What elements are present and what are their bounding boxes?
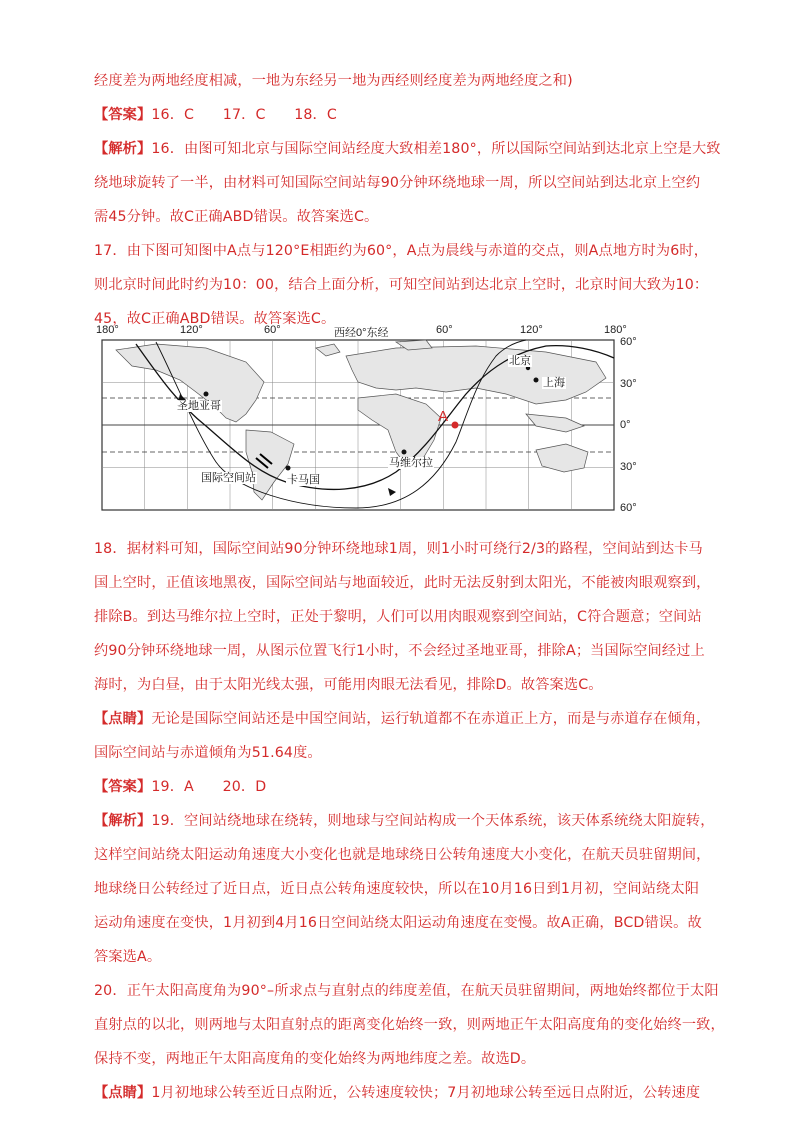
text-line: 直射点的以北，则两地与太阳直射点的距离变化始终一致，则两地正午太阳高度角的变化始终一致， xyxy=(94,1017,725,1033)
tip-label: 【点睛】 xyxy=(94,711,152,727)
axis-tick-top: 120° xyxy=(180,324,203,336)
tip-line xyxy=(94,1076,718,1110)
text-line: 海时，为白昼，由于太阳光线太强，可能用肉眼无法看见，排除D。故答案选C。 xyxy=(94,677,603,693)
analysis-line xyxy=(94,132,721,166)
point-a-label: A xyxy=(438,408,449,425)
place-label-santiago: 圣地亚哥 xyxy=(177,399,221,412)
text-line: 需45分钟。故C正确ABD错误。故答案选C。 xyxy=(94,209,379,225)
axis-tick-top: 180° xyxy=(96,324,119,336)
tip-text: 1月初地球公转至近日点附近，公转速度较快；7月初地球公转至远日点附近，公转速度 xyxy=(151,1085,701,1101)
text-line: 18．据材料可知，国际空间站90分钟环绕地球1周，则1小时可绕行2/3的路程，空间站到达卡马 xyxy=(94,541,703,557)
world-map-figure xyxy=(96,322,656,518)
analysis-text: 19．空间站绕地球在绕转，则地球与空间站构成一个天体系统，该天体系统绕太阳旋转， xyxy=(151,813,715,829)
tip-label: 【点睛】 xyxy=(94,1085,152,1101)
axis-tick-right: 30° xyxy=(620,378,637,390)
axis-tick-top: 60° xyxy=(436,324,453,336)
answer-line xyxy=(94,98,718,132)
axis-tick-top: 西经0°东经 xyxy=(334,327,389,339)
text-line: 经度差为两地经度相减，一地为东经另一地为西经则经度差为两地经度之和) xyxy=(94,73,573,89)
tip-text: 无论是国际空间站还是中国空间站，运行轨道都不在赤道正上方，而是与赤道存在倾角， xyxy=(151,711,711,727)
map-graphic xyxy=(96,322,656,518)
analysis-label: 【解析】 xyxy=(94,141,152,157)
text-line: 国际空间站与赤道倾角为51.64度。 xyxy=(94,745,322,761)
place-label-iss: 国际空间站 xyxy=(201,471,256,484)
answer-label: 【答案】 xyxy=(94,107,152,123)
text-line: 这样空间站绕太阳运动角速度大小变化也就是地球绕日公转角速度大小变化，在航天员驻留期间， xyxy=(94,847,711,863)
answer-text: 19．A 20．D xyxy=(151,779,267,795)
answer-label: 【答案】 xyxy=(94,779,152,795)
text-line: 绕地球旋转了一半，由材料可知国际空间站每90分钟环绕地球一周，所以空间站到达北京上空约 xyxy=(94,175,701,191)
answer-line xyxy=(94,770,718,804)
text-line: 45，故C正确ABD错误。故答案选C。 xyxy=(94,311,336,327)
place-label-shanghai: 上海 xyxy=(543,376,565,389)
axis-tick-right: 60° xyxy=(620,336,637,348)
text-line: 答案选A。 xyxy=(94,949,162,965)
text-line: 保持不变，两地正午太阳高度角的变化始终为两地纬度之差。故选D。 xyxy=(94,1051,536,1067)
answer-text: 16．C 17．C 18．C xyxy=(151,107,337,123)
axis-tick-right: 0° xyxy=(620,419,631,431)
text-line: 17．由下图可知图中A点与120°E相距约为60°，A点为晨线与赤道的交点，则A点地方时为6时， xyxy=(94,243,709,259)
axis-tick-right: 60° xyxy=(620,502,637,514)
paragraph-block-bottom xyxy=(94,532,725,1110)
tip-line xyxy=(94,702,718,736)
place-label-beijing: 北京 xyxy=(509,354,531,367)
text-line: 排除B。到达马维尔拉上空时，正处于黎明，人们可以用肉眼观察到空间站，C符合题意；空间站 xyxy=(94,609,702,625)
analysis-label: 【解析】 xyxy=(94,813,152,829)
text-line: 约90分钟环绕地球一周，从图示位置飞行1小时，不会经过圣地亚哥，排除A；当国际空间经过上 xyxy=(94,643,705,659)
analysis-text: 16．由图可知北京与国际空间站经度大致相差180°，所以国际空间站到达北京上空是大致 xyxy=(151,141,721,157)
point-a-marker xyxy=(452,422,459,429)
place-label-kama: 卡马国 xyxy=(287,473,320,486)
analysis-line xyxy=(94,804,718,838)
text-line: 20．正午太阳高度角为90°–所求点与直射点的纬度差值，在航天员驻留期间，两地始终都位于太阳 xyxy=(94,983,719,999)
text-line: 则北京时间此时约为10：00，结合上面分析，可知空间站到达北京上空时，北京时间大致为10： xyxy=(94,277,709,293)
text-line: 运动角速度在变快，1月初到4月16日空间站绕太阳运动角速度在变慢。故A正确，BCD错误。故 xyxy=(94,915,702,931)
paragraph-block-top xyxy=(94,64,721,336)
place-label-mavera: 马维尔拉 xyxy=(389,456,433,469)
axis-tick-top: 180° xyxy=(604,324,627,336)
axis-tick-top: 120° xyxy=(520,324,543,336)
axis-tick-right: 30° xyxy=(620,461,637,473)
text-line: 地球绕日公转经过了近日点，近日点公转角速度较快，所以在10月16日到1月初，空间站绕太阳 xyxy=(94,881,700,897)
axis-tick-top: 60° xyxy=(264,324,281,336)
text-line: 国上空时，正值该地黑夜，国际空间站与地面较近，此时无法反射到太阳光，不能被肉眼观察到， xyxy=(94,575,711,591)
